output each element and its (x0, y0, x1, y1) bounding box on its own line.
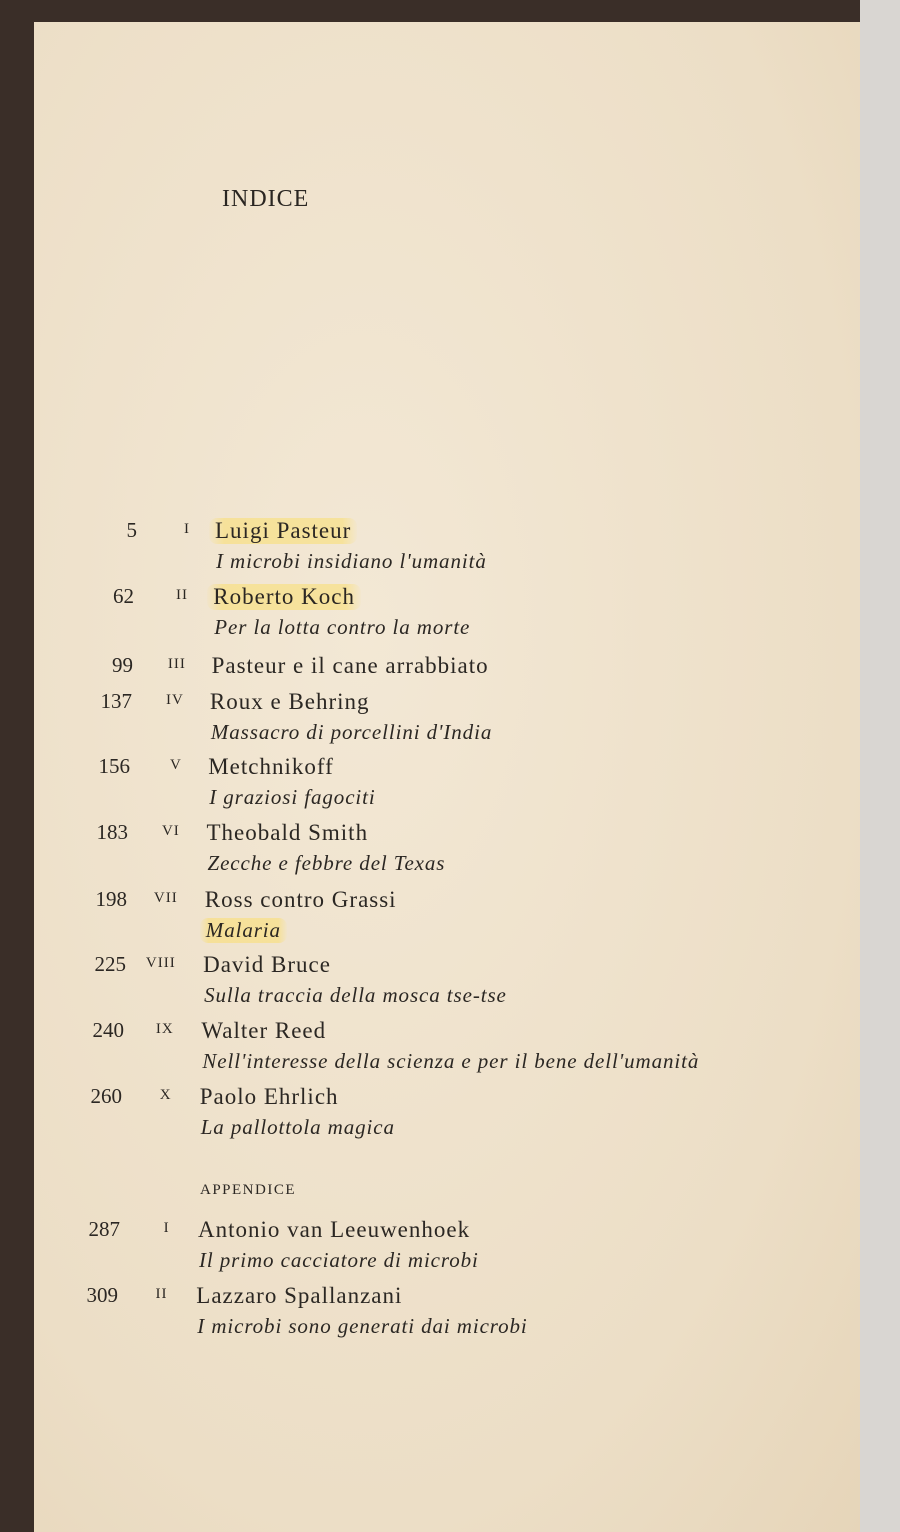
next-page-edge (860, 0, 900, 1532)
chapter-numeral: III (167, 656, 186, 672)
chapter-numeral: II (175, 587, 188, 603)
page-title: INDICE (222, 186, 310, 212)
page-number: 309 (86, 1283, 118, 1307)
chapter-title: Lazzaro Spallanzani (196, 1283, 403, 1308)
page-number: 5 (126, 518, 137, 542)
chapter-title: Ross contro Grassi (204, 887, 397, 912)
page-number: 183 (96, 820, 128, 844)
chapter-numeral: V (169, 757, 182, 773)
toc-entry (0, 1018, 860, 1082)
toc-entry (0, 820, 860, 884)
chapter-numeral: X (159, 1087, 172, 1103)
page-number: 99 (112, 653, 133, 677)
toc-entry (0, 952, 860, 1016)
page-number: 137 (100, 689, 132, 713)
chapter-subtitle: I microbi insidiano l'umanità (216, 549, 487, 573)
toc-entry (0, 584, 860, 648)
chapter-numeral: I (163, 1220, 170, 1236)
chapter-title: Metchnikoff (208, 754, 334, 779)
chapter-title: Luigi Pasteur (209, 518, 357, 544)
chapter-title: David Bruce (203, 952, 331, 977)
page-number: 62 (113, 584, 134, 608)
chapter-numeral: VI (161, 823, 180, 839)
toc-entry (0, 887, 860, 951)
page-number: 198 (95, 887, 127, 911)
page-number: 260 (90, 1084, 122, 1108)
chapter-title: Roberto Koch (207, 584, 361, 610)
chapter-subtitle: I microbi sono generati dai microbi (197, 1314, 528, 1338)
chapter-numeral: I (184, 521, 190, 537)
page-number: 225 (94, 952, 126, 976)
toc-entry (0, 1217, 860, 1281)
page-number: 240 (92, 1018, 124, 1042)
page-number: 287 (88, 1217, 120, 1241)
chapter-title: Paolo Ehrlich (199, 1084, 339, 1109)
chapter-subtitle: Malaria (200, 918, 287, 943)
chapter-title: Roux e Behring (209, 689, 370, 714)
toc-entry (0, 1283, 860, 1347)
chapter-title: Theobald Smith (206, 820, 369, 845)
chapter-numeral: VII (153, 890, 178, 906)
chapter-subtitle: La pallottola magica (200, 1115, 395, 1139)
chapter-subtitle: Zecche e febbre del Texas (207, 851, 446, 875)
page-number: 156 (98, 754, 130, 778)
chapter-title: Pasteur e il cane arrabbiato (211, 653, 489, 678)
chapter-subtitle: Per la lotta contro la morte (214, 615, 471, 639)
chapter-subtitle: Il primo cacciatore di microbi (199, 1248, 479, 1272)
chapter-subtitle: Massacro di porcellini d'India (210, 720, 493, 744)
toc-entry (0, 689, 860, 753)
chapter-numeral: II (155, 1286, 168, 1302)
toc-entry (0, 518, 860, 582)
chapter-title: Walter Reed (201, 1018, 327, 1043)
chapter-subtitle: I graziosi fagociti (209, 785, 376, 809)
toc-entry (0, 754, 860, 818)
chapter-numeral: VIII (145, 955, 176, 971)
chapter-subtitle: Nell'interesse della scienza e per il bene dell'umanità (202, 1049, 700, 1073)
chapter-numeral: IX (155, 1021, 174, 1037)
chapter-title: Antonio van Leeuwenhoek (198, 1217, 471, 1242)
toc-entry (0, 1084, 860, 1148)
chapter-numeral: IV (166, 692, 184, 708)
chapter-subtitle: Sulla traccia della mosca tse-tse (204, 983, 507, 1007)
appendix-heading: APPENDICE (200, 1182, 297, 1198)
